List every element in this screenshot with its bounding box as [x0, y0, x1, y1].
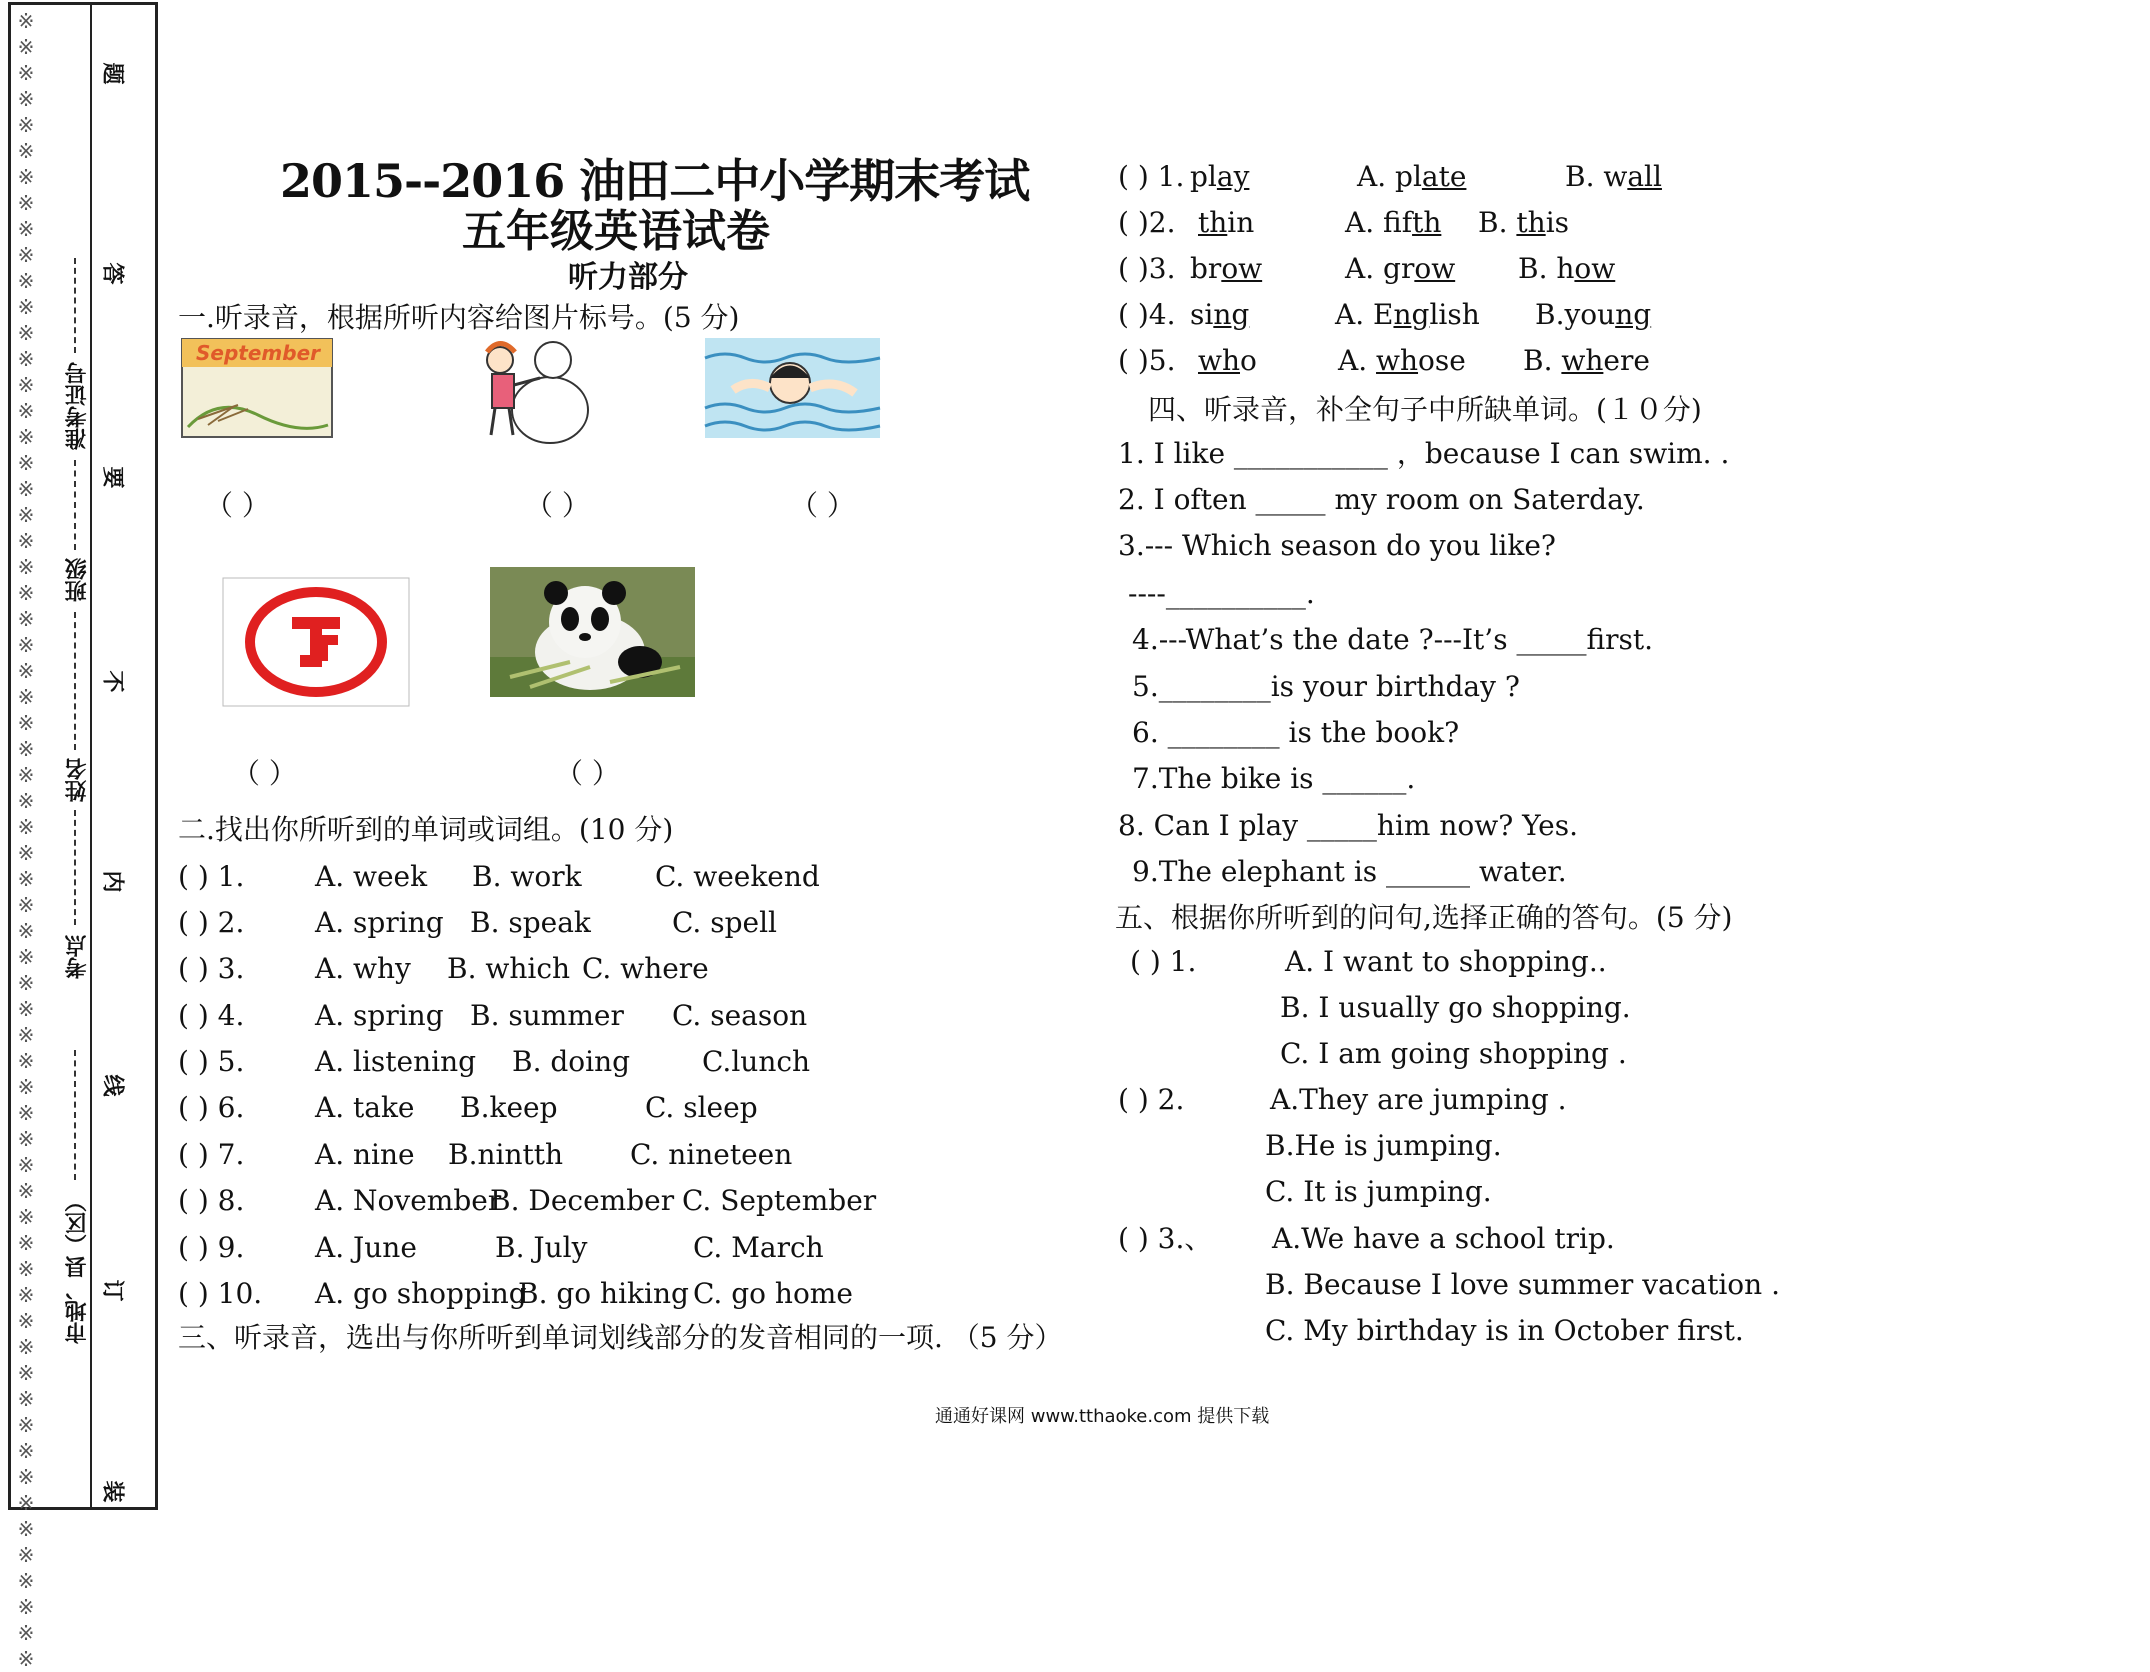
seal-char: 要 — [99, 466, 125, 489]
s3-question-number[interactable]: ( )4. — [1118, 298, 1176, 331]
s5-q2-option-c: C. It is jumping. — [1265, 1175, 1492, 1208]
word-segment: A. fif — [1345, 206, 1413, 239]
word-segment: B.you — [1535, 298, 1616, 331]
s3-question-number[interactable]: ( )5. — [1118, 344, 1176, 377]
underlined-segment: ow — [1414, 252, 1456, 285]
s2-option-a: A. November — [315, 1184, 502, 1217]
s4-sentence-line[interactable]: 8. Can I play _____him now? Yes. — [1118, 809, 1579, 842]
underlined-segment: wh — [1376, 344, 1419, 377]
s3-option-a — [1345, 252, 1455, 286]
s2-option-c: C. where — [582, 952, 709, 985]
section2-heading: 二.找出你所听到的单词或词组。(10 分) — [178, 813, 674, 846]
s2-option-a: A. spring — [315, 906, 444, 939]
underlined-segment: wh — [1198, 344, 1240, 377]
s5-q1-option-c: C. I am going shopping . — [1280, 1037, 1627, 1070]
seal-char: 订 — [99, 1279, 125, 1302]
seal-char: 装 — [99, 1480, 125, 1503]
s4-sentence-line[interactable]: 6. ________ is the book? — [1132, 716, 1460, 749]
dash-line — [74, 612, 76, 750]
answer-blank[interactable]: （ ） — [555, 757, 620, 790]
word-segment: A. — [1338, 344, 1377, 377]
s2-option-b: B. go hiking — [518, 1277, 689, 1310]
s2-question-number[interactable]: ( ) 6. — [178, 1091, 245, 1124]
s3-option-a — [1345, 206, 1441, 240]
s2-option-c: C. go home — [693, 1277, 853, 1310]
s2-option-b: B.nintth — [448, 1138, 564, 1171]
s4-sentence-line[interactable]: 7.The bike is ______. — [1132, 762, 1416, 795]
underlined-segment: ow — [1574, 252, 1616, 285]
field-city-label: 市地、县（区） — [65, 1190, 90, 1344]
s2-option-b: B. doing — [512, 1045, 631, 1078]
s5-q3-option-b: B. Because I love summer vacation . — [1265, 1268, 1780, 1301]
s4-sentence-line[interactable]: ----__________. — [1128, 577, 1315, 610]
s2-option-c: C. sleep — [645, 1091, 758, 1124]
word-segment: B. w — [1565, 160, 1628, 193]
answer-blank[interactable]: （ ） — [790, 489, 855, 522]
footer-credit: 通通好课网 www.tthaoke.com 提供下载 — [935, 1406, 1270, 1427]
underlined-segment: ng — [1213, 298, 1250, 331]
s2-question-number[interactable]: ( ) 1. — [178, 860, 245, 893]
s3-target-word — [1190, 298, 1249, 332]
dash-line — [74, 258, 76, 353]
s3-option-b — [1518, 252, 1615, 286]
word-segment: br — [1190, 252, 1222, 285]
dash-line — [74, 810, 76, 925]
september-calendar-image — [178, 335, 338, 443]
answer-blank[interactable]: （ ） — [232, 757, 297, 790]
star-border-column: ※※※※※※※※※※※※※※※※※※※※※※※※※※※※※※※※※※※※※※※※※※※※※※※※※※※※※※※※※※※※※※※※ — [17, 9, 35, 1671]
s3-option-a — [1338, 344, 1466, 378]
red-emblem-image — [222, 577, 410, 707]
answer-blank[interactable]: （ ） — [525, 489, 590, 522]
word-segment: pl — [1190, 160, 1217, 193]
word-segment: o — [1240, 344, 1257, 377]
field-class-label: 班级 — [65, 558, 90, 602]
s3-question-number[interactable]: ( )3. — [1118, 252, 1176, 285]
word-segment: B. h — [1518, 252, 1575, 285]
underlined-segment: ow — [1221, 252, 1263, 285]
seal-char: 题 — [99, 62, 125, 85]
s3-option-b — [1565, 160, 1662, 194]
september-label: September — [196, 341, 320, 365]
s3-option-b — [1523, 344, 1650, 378]
underlined-segment: th — [1412, 206, 1442, 239]
seal-char: 内 — [99, 870, 125, 893]
panda-image — [490, 567, 695, 697]
s2-option-b: B. December — [490, 1184, 675, 1217]
dash-line — [74, 1050, 76, 1180]
underlined-segment: all — [1627, 160, 1662, 193]
s5-q1-number[interactable]: ( ) 1. — [1130, 945, 1197, 978]
word-segment: ose — [1418, 344, 1466, 377]
s2-option-c: C. spell — [672, 906, 777, 939]
s2-question-number[interactable]: ( ) 9. — [178, 1231, 245, 1264]
s5-q2-option-a: A.They are jumping . — [1270, 1083, 1567, 1116]
girl-snowman-image — [465, 330, 595, 445]
underlined-segment: ate — [1421, 160, 1467, 193]
s5-q1-option-b: B. I usually go shopping. — [1280, 991, 1631, 1024]
s4-sentence-line[interactable]: 5.________is your birthday ? — [1132, 670, 1520, 703]
s4-sentence-line[interactable]: 3.--- Which season do you like? — [1118, 529, 1556, 562]
underlined-segment: th — [1198, 206, 1228, 239]
s5-q2-option-b: B.He is jumping. — [1265, 1129, 1502, 1162]
underlined-segment: ng — [1615, 298, 1652, 331]
s2-question-number[interactable]: ( ) 8. — [178, 1184, 245, 1217]
underlined-segment: wh — [1561, 344, 1604, 377]
underlined-segment: ng — [1393, 298, 1430, 331]
s3-target-word — [1190, 160, 1249, 194]
s2-option-c: C. weekend — [655, 860, 820, 893]
s5-q2-number[interactable]: ( ) 2. — [1118, 1083, 1185, 1116]
s3-option-a — [1335, 298, 1480, 332]
word-segment: B. — [1523, 344, 1562, 377]
s2-option-b: B. work — [472, 860, 582, 893]
s2-question-number[interactable]: ( ) 5. — [178, 1045, 245, 1078]
s2-question-number[interactable]: ( ) 7. — [178, 1138, 245, 1171]
swimming-boy-image — [705, 338, 880, 438]
underlined-segment: th — [1516, 206, 1546, 239]
s5-q3-number[interactable]: ( ) 3.、 — [1118, 1222, 1213, 1255]
s2-option-b: B. July — [495, 1231, 588, 1264]
s5-q1-option-a: A. I want to shopping.. — [1285, 945, 1607, 978]
seal-char: 不 — [99, 670, 125, 693]
s3-target-word — [1198, 206, 1254, 240]
s2-option-a: A. nine — [315, 1138, 415, 1171]
s2-option-b: B.keep — [460, 1091, 558, 1124]
s2-option-c: C. season — [672, 999, 808, 1032]
s2-question-number[interactable]: ( ) 2. — [178, 906, 245, 939]
s2-option-a: A. why — [315, 952, 411, 985]
s2-option-a: A. go shopping — [315, 1277, 527, 1310]
section1-heading: 一.听录音，根据所听内容给图片标号。(5 分) — [178, 301, 740, 334]
s3-option-a — [1357, 160, 1466, 194]
s5-q3-option-c: C. My birthday is in October first. — [1265, 1314, 1744, 1347]
s4-sentence-line[interactable]: 2. I often _____ my room on Saterday. — [1118, 483, 1645, 516]
word-segment: in — [1227, 206, 1255, 239]
s3-target-word — [1190, 252, 1262, 286]
s2-question-number[interactable]: ( ) 10. — [178, 1277, 263, 1310]
section5-heading: 五、根据你所听到的问句,选择正确的答句。(5 分) — [1115, 901, 1733, 934]
field-name-label: 姓名 — [65, 758, 90, 802]
s2-option-c: C. nineteen — [630, 1138, 793, 1171]
word-segment: A. pl — [1357, 160, 1422, 193]
word-segment: si — [1190, 298, 1214, 331]
word-segment: ere — [1603, 344, 1650, 377]
answer-blank[interactable]: （ ） — [205, 489, 270, 522]
s2-option-c: C. September — [682, 1184, 877, 1217]
s4-sentence-line[interactable]: 9.The elephant is ______ water. — [1132, 855, 1567, 888]
s3-option-b — [1535, 298, 1651, 332]
s4-sentence-line[interactable]: 1. I like ___________ ，because I can swim. . — [1118, 437, 1730, 470]
listening-part-heading: 听力部分 — [568, 260, 688, 295]
s2-option-a: A. spring — [315, 999, 444, 1032]
s2-option-a: A. take — [315, 1091, 415, 1124]
word-segment: A. gr — [1345, 252, 1415, 285]
s3-option-b — [1478, 206, 1569, 240]
s3-target-word — [1198, 344, 1257, 378]
s2-option-b: B. which — [447, 952, 571, 985]
word-segment: lish — [1429, 298, 1480, 331]
s2-option-c: C.lunch — [702, 1045, 811, 1078]
section4-heading: 四、听录音，补全句子中所缺单词。(１０分) — [1148, 393, 1702, 426]
word-segment: is — [1545, 206, 1570, 239]
s4-sentence-line[interactable]: 4.---What’s the date ?---It’s _____first. — [1132, 623, 1654, 656]
s2-question-number[interactable]: ( ) 3. — [178, 952, 245, 985]
seal-char: 答 — [99, 262, 125, 285]
s2-option-a: A. week — [315, 860, 428, 893]
underlined-segment: ay — [1216, 160, 1250, 193]
s5-q3-option-a: A.We have a school trip. — [1272, 1222, 1615, 1255]
s2-option-b: B. summer — [470, 999, 624, 1032]
exam-subject-title: 五年级英语试卷 — [462, 206, 770, 257]
dash-line — [74, 460, 76, 550]
s2-option-b: B. speak — [470, 906, 591, 939]
seal-char: 线 — [99, 1074, 125, 1097]
field-exam-site-label: 考点 — [65, 935, 90, 979]
s2-question-number[interactable]: ( ) 4. — [178, 999, 245, 1032]
field-exam-number-label: 准考证号 — [65, 362, 90, 450]
word-segment: B. — [1478, 206, 1517, 239]
section3-heading: 三、听录音，选出与你所听到单词划线部分的发音相同的一项. （5 分） — [178, 1321, 1063, 1354]
word-segment: A. E — [1335, 298, 1394, 331]
s3-question-number[interactable]: ( ) 1. — [1118, 160, 1185, 193]
s2-option-a: A. listening — [315, 1045, 477, 1078]
s3-question-number[interactable]: ( )2. — [1118, 206, 1176, 239]
s2-option-a: A. June — [315, 1231, 417, 1264]
exam-title: 2015--2016 油田二中小学期末考试 — [280, 154, 1030, 208]
s2-option-c: C. March — [693, 1231, 824, 1264]
